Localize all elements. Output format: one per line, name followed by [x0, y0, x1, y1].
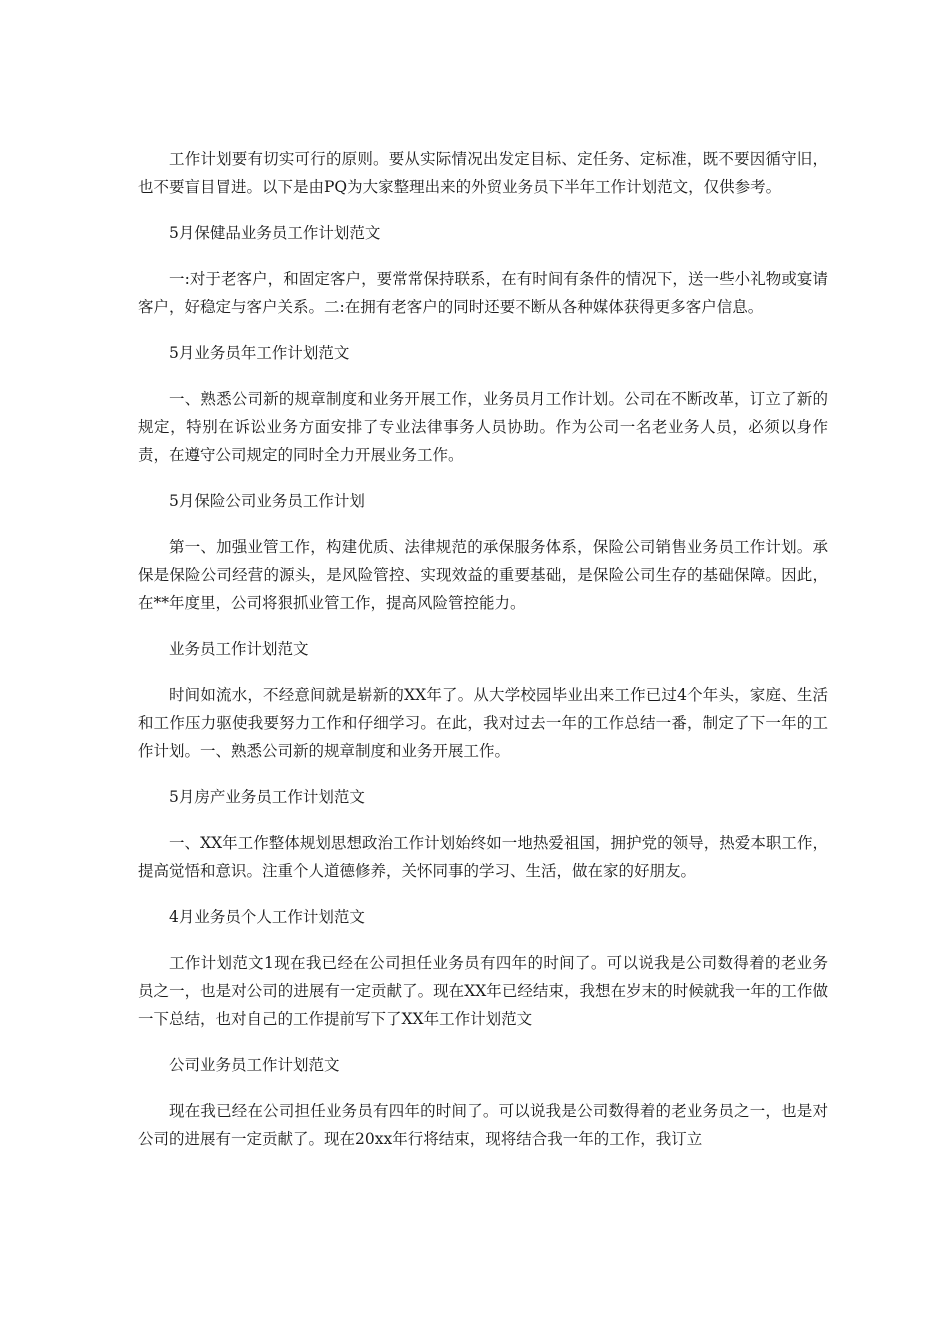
section-heading: 5月保健品业务员工作计划范文 — [169, 224, 381, 242]
intro-paragraph: 工作计划要有切实可行的原则。要从实际情况出发定目标、定任务、定标准，既不要因循守旧，也不要盲目冒进。以下是由PQ为大家整理出来的外贸业务员下半年工作计划范文，仅供参考。 — [138, 150, 828, 196]
body-paragraph: 工作计划范文1现在我已经在公司担任业务员有四年的时间了。可以说我是公司数得着的老业务员之一，也是对公司的进展有一定贡献了。现在XX年已经结束，我想在岁末的时候就我一年的工作做一下总结，也对自己的工作提前写下了XX年工作计划范文 — [138, 954, 828, 1028]
body-paragraph: 一、XX年工作整体规划思想政治工作计划始终如一地热爱祖国，拥护党的领导，热爱本职工作，提高觉悟和意识。注重个人道德修养，关怀同事的学习、生活，做在家的好朋友。 — [138, 834, 828, 880]
section-heading: 5月业务员年工作计划范文 — [169, 344, 350, 362]
section-heading: 5月保险公司业务员工作计划 — [169, 492, 365, 510]
section-heading: 4月业务员个人工作计划范文 — [169, 908, 365, 926]
body-paragraph: 一:对于老客户，和固定客户，要常常保持联系，在有时间有条件的情况下，送一些小礼物或宴请客户，好稳定与客户关系。二:在拥有老客户的同时还要不断从各种媒体获得更多客户信息。 — [138, 270, 828, 316]
section-heading: 公司业务员工作计划范文 — [169, 1056, 340, 1074]
body-paragraph: 时间如流水，不经意间就是崭新的XX年了。从大学校园毕业出来工作已过4个年头，家庭、生活和工作压力驱使我要努力工作和仔细学习。在此，我对过去一年的工作总结一番，制定了下一年的工作计划。一、熟悉公司新的规章制度和业务开展工作。 — [138, 686, 828, 760]
body-paragraph: 第一、加强业管工作，构建优质、法律规范的承保服务体系，保险公司销售业务员工作计划。承保是保险公司经营的源头，是风险管控、实现效益的重要基础，是保险公司生存的基础保障。因此，在**年度里，公司将狠抓业管工作，提高风险管控能力。 — [138, 538, 828, 612]
section-heading: 5月房产业务员工作计划范文 — [169, 788, 365, 806]
body-paragraph: 现在我已经在公司担任业务员有四年的时间了。可以说我是公司数得着的老业务员之一，也是对公司的进展有一定贡献了。现在20xx年行将结束，现将结合我一年的工作，我订立 — [138, 1102, 828, 1148]
body-paragraph: 一、熟悉公司新的规章制度和业务开展工作，业务员月工作计划。公司在不断改革，订立了新的规定，特别在诉讼业务方面安排了专业法律事务人员协助。作为公司一名老业务人员，必须以身作责，在遵守公司规定的同时全力开展业务工作。 — [138, 390, 828, 464]
section-heading: 业务员工作计划范文 — [169, 640, 309, 658]
document-body — [138, 145, 828, 1171]
